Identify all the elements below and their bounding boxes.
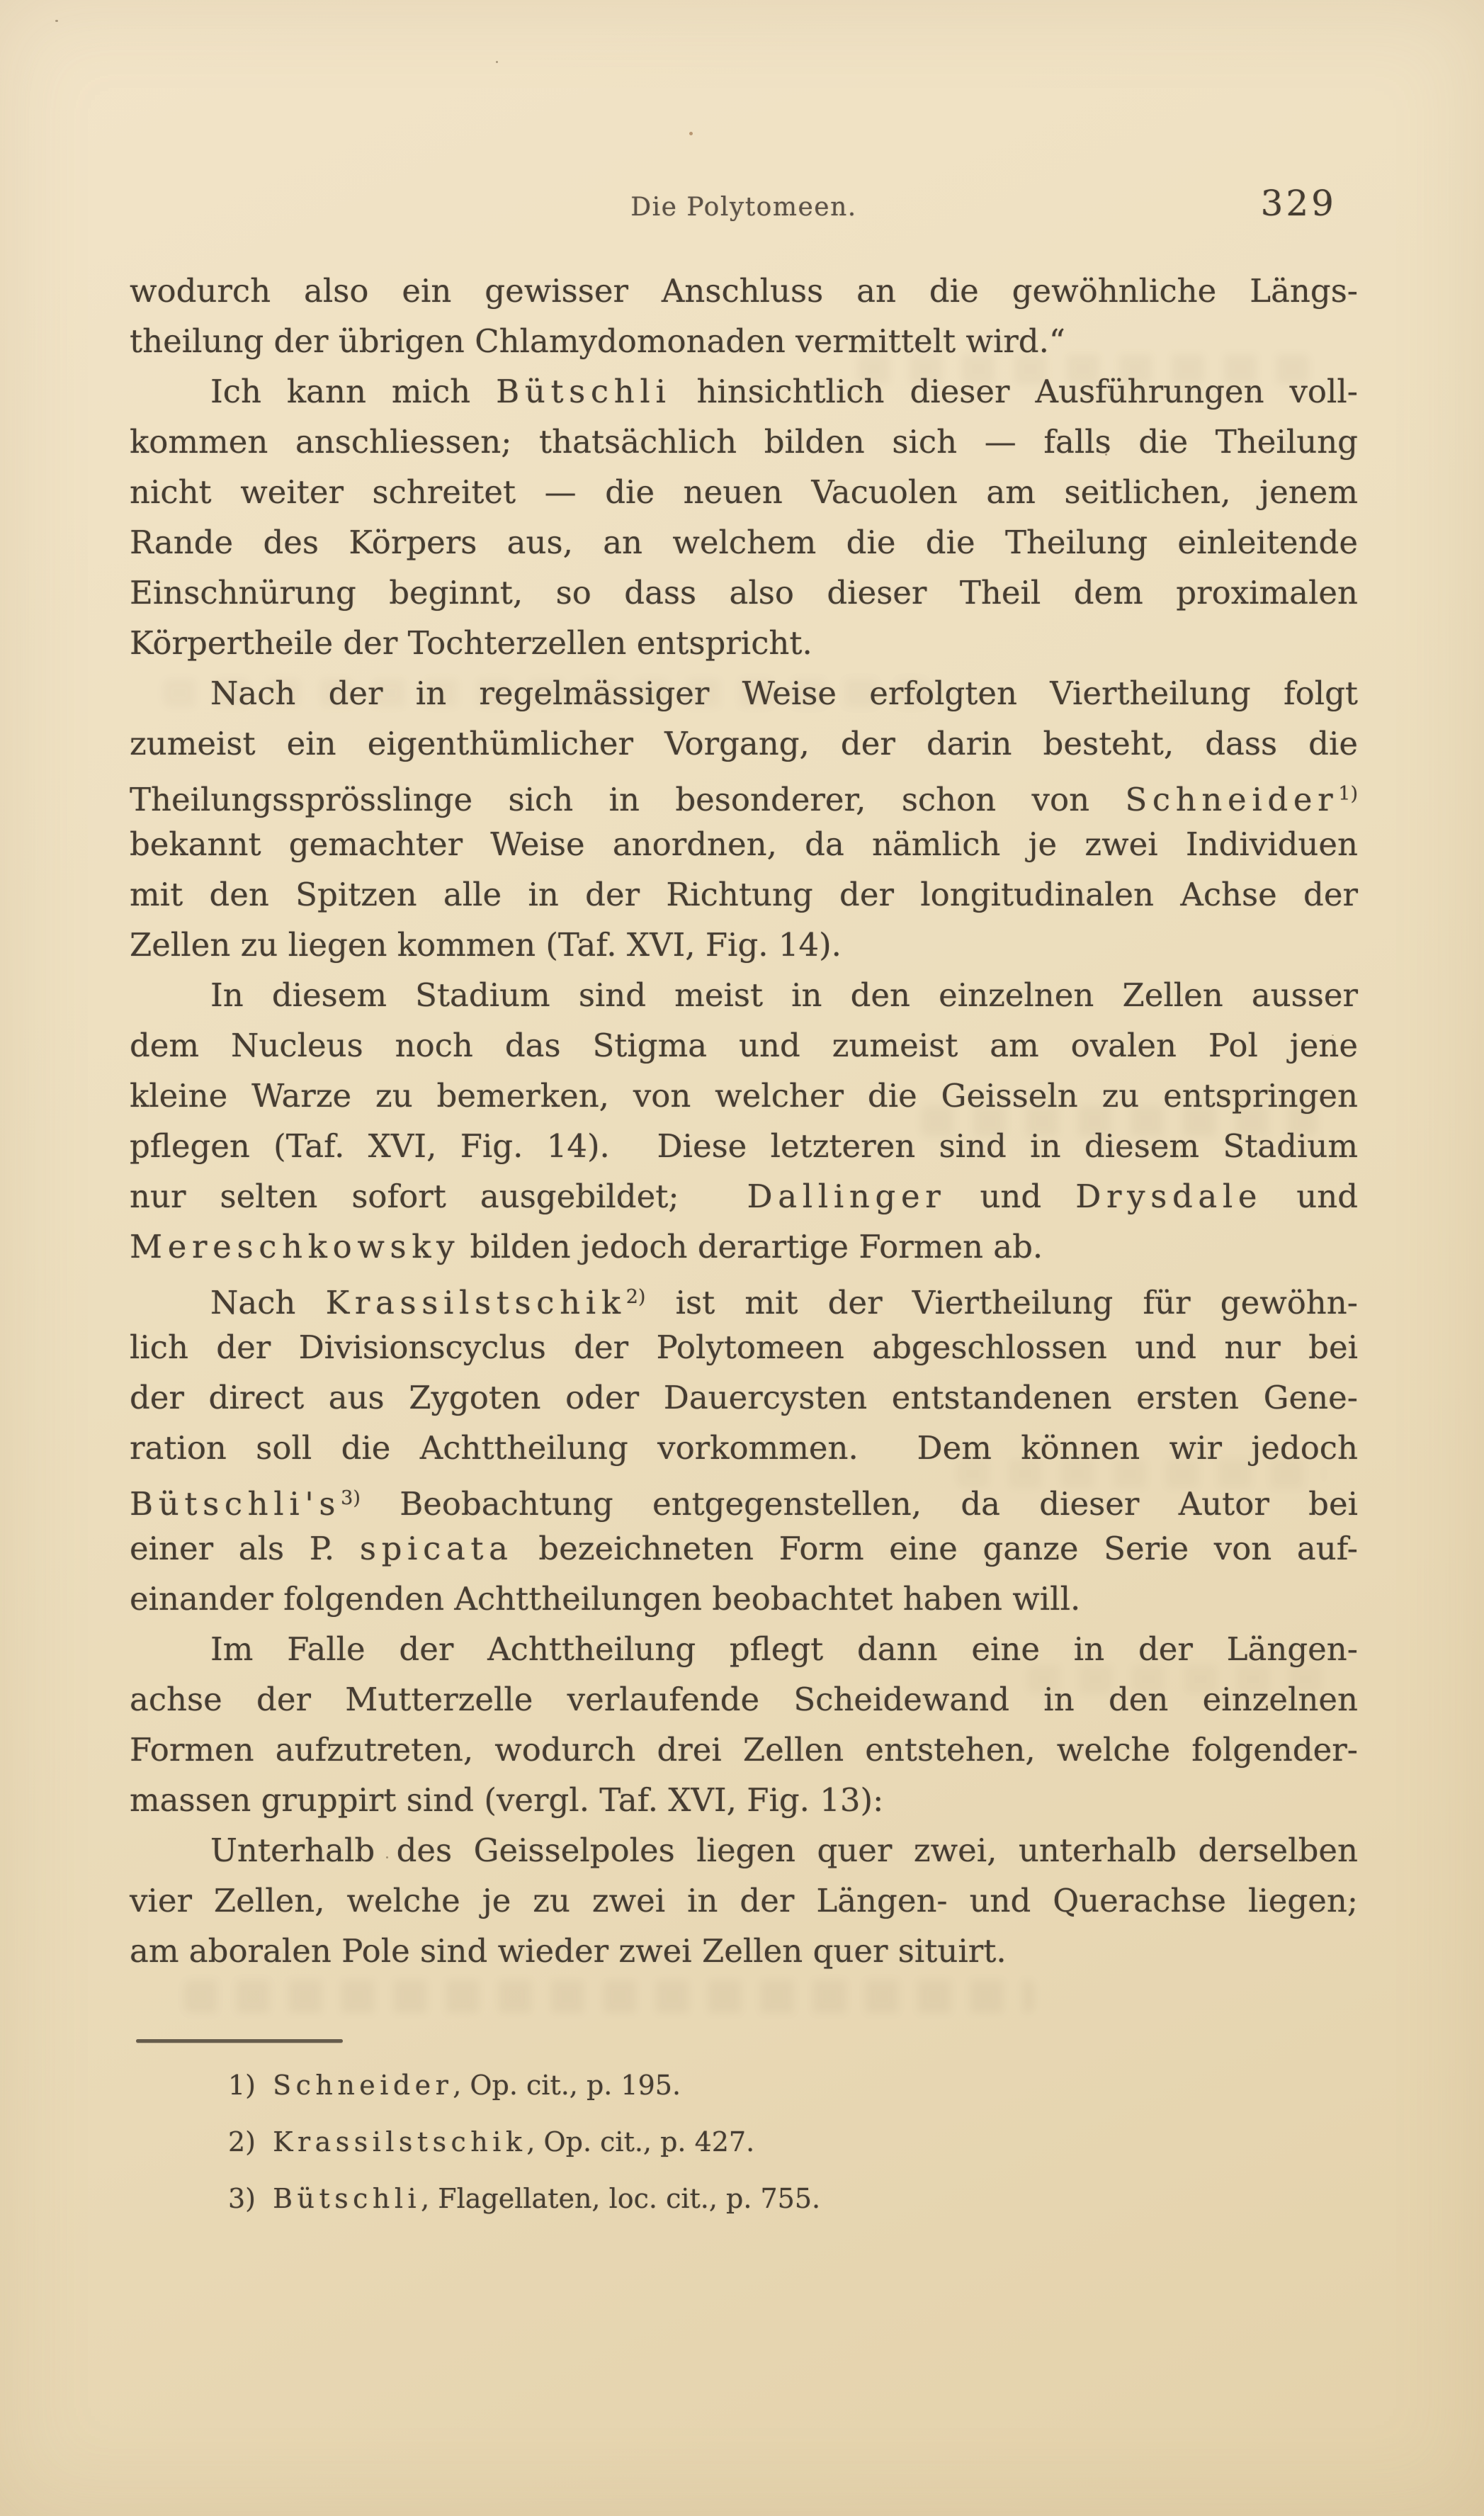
page-number: 329 — [1260, 183, 1337, 224]
text-segment: Nach — [210, 1283, 326, 1321]
text-line — [130, 869, 1358, 920]
text-segment: ration soll die Achttheilung vorkommen. Dem können wir jedoch — [130, 1429, 1358, 1467]
footnote-item — [228, 2170, 1220, 2227]
text-segment: Körpertheile der Tochterzellen entspricht. — [130, 624, 812, 662]
text-line — [130, 1624, 1358, 1674]
text-line — [130, 1423, 1358, 1473]
text-segment: Mereschkowsky — [130, 1228, 460, 1265]
text-line — [130, 266, 1358, 316]
text-segment: massen gruppirt sind (vergl. Taf. XVI, Fig. 13): — [130, 1781, 884, 1819]
footnote-rule — [136, 2039, 343, 2043]
footnote-marker: 2) — [625, 1286, 646, 1308]
text-segment: , Flagellaten, loc. cit., p. 755. — [421, 2183, 821, 2214]
text-line — [130, 1725, 1358, 1775]
text-line — [130, 1372, 1358, 1423]
text-segment: kommen anschliessen; thatsächlich bilden sich — falls die Theilung — [130, 423, 1358, 461]
text-segment: 1) — [228, 2070, 273, 2101]
text-segment: Ich kann mich — [210, 373, 497, 410]
text-line — [130, 1121, 1358, 1171]
text-line — [130, 1222, 1358, 1272]
body-text — [130, 266, 1358, 1976]
text-line — [130, 1926, 1358, 1976]
footnote-marker: 1) — [1338, 783, 1358, 805]
text-segment: nur selten sofort ausgebildet; — [130, 1178, 747, 1215]
text-line — [130, 1574, 1358, 1624]
paper-speck — [55, 20, 58, 22]
text-line — [130, 920, 1358, 970]
text-segment: spicata — [359, 1530, 514, 1567]
text-line — [130, 1825, 1358, 1875]
text-line — [130, 819, 1358, 869]
paper-speck — [496, 61, 498, 63]
text-line — [130, 1322, 1358, 1372]
text-line — [130, 1071, 1358, 1121]
text-segment: theilung der übrigen Chlamydomonaden vermittelt wird.“ — [130, 322, 1065, 360]
text-segment: am aboralen Pole sind wieder zwei Zellen quer situirt. — [130, 1932, 1007, 1970]
footnotes — [228, 2057, 1220, 2227]
text-segment: bezeichneten Form eine ganze Serie von auf- — [513, 1530, 1358, 1567]
text-line — [130, 1272, 1358, 1322]
text-segment: Im Falle der Achttheilung pflegt dann eine in der Längen- — [210, 1630, 1358, 1668]
text-segment: Bütschli's — [130, 1484, 341, 1523]
text-line — [130, 316, 1358, 366]
text-line — [130, 517, 1358, 568]
text-segment: wodurch also ein gewisser Anschluss an die gewöhnliche Längs- — [130, 272, 1358, 310]
text-line — [130, 769, 1358, 819]
show-through-smudge — [184, 1980, 1034, 2013]
text-segment: einer als P. — [130, 1530, 360, 1567]
text-segment: pflegen (Taf. XVI, Fig. 14). Diese letzteren sind in diesem Stadium — [130, 1127, 1358, 1165]
text-line — [130, 668, 1358, 718]
text-segment: Krassilstschik — [273, 2126, 527, 2157]
text-line — [130, 970, 1358, 1020]
text-line — [130, 618, 1358, 668]
text-line — [130, 1875, 1358, 1926]
text-segment: und — [1262, 1178, 1358, 1215]
text-segment: , Op. cit., p. 427. — [526, 2126, 755, 2157]
text-segment: kleine Warze zu bemerken, von welcher die Geisseln zu entspringen — [130, 1077, 1358, 1115]
text-segment: Beobachtung entgegenstellen, da dieser Autor bei — [360, 1484, 1358, 1523]
text-segment: und — [946, 1178, 1076, 1215]
text-segment: In diesem Stadium sind meist in den einzelnen Zellen ausser — [210, 976, 1358, 1014]
footnote-item — [228, 2114, 1220, 2170]
text-segment: Unterhalb des Geisselpoles liegen quer zwei, unterhalb derselben — [210, 1832, 1358, 1869]
text-line — [130, 366, 1358, 417]
text-line — [130, 1171, 1358, 1222]
text-segment: lich der Divisionscyclus der Polytomeen abgeschlossen und nur bei — [130, 1328, 1358, 1366]
text-segment: Zellen zu liegen kommen (Taf. XVI, Fig. 14). — [130, 926, 842, 964]
text-segment: nicht weiter schreitet — die neuen Vacuolen am seitlichen, jenem — [130, 473, 1358, 511]
text-segment: einander folgenden Achttheilungen beobachtet haben will. — [130, 1580, 1081, 1618]
text-segment: Theilungssprösslinge sich in besonderer, schon von — [130, 780, 1126, 818]
text-segment: der direct aus Zygoten oder Dauercysten entstandenen ersten Gene- — [130, 1379, 1358, 1416]
text-line — [130, 1523, 1358, 1574]
text-segment: hinsichtlich dieser Ausführungen voll- — [671, 373, 1358, 410]
text-line — [130, 1473, 1358, 1523]
text-segment: , Op. cit., p. 195. — [453, 2070, 681, 2101]
text-segment: Krassilstschik — [325, 1283, 626, 1321]
text-line — [130, 1020, 1358, 1071]
text-segment: Bütschli — [496, 373, 672, 410]
text-segment: Dallinger — [747, 1178, 946, 1215]
text-segment: Drysdale — [1075, 1178, 1263, 1215]
text-segment: vier Zellen, welche je zu zwei in der Längen- und Querachse liegen; — [130, 1882, 1358, 1919]
text-line — [130, 467, 1358, 517]
text-segment: mit den Spitzen alle in der Richtung der longitudinalen Achse der — [130, 876, 1358, 913]
text-segment: Nach der in regelmässiger Weise erfolgten Viertheilung folgt — [210, 675, 1358, 712]
running-title: Die Polytomeen. — [630, 193, 857, 222]
text-segment: 3) — [228, 2183, 273, 2214]
text-line — [130, 718, 1358, 769]
paper-speck — [689, 132, 693, 135]
text-segment: Formen aufzutreten, wodurch drei Zellen entstehen, welche folgender- — [130, 1731, 1358, 1768]
text-segment: bekannt gemachter Weise anordnen, da nämlich je zwei Individuen — [130, 825, 1358, 863]
text-segment: ist mit der Viertheilung für gewöhn- — [645, 1283, 1358, 1321]
text-segment: bilden jedoch derartige Formen ab. — [460, 1228, 1043, 1265]
text-segment: zumeist ein eigenthümlicher Vorgang, der darin besteht, dass die — [130, 725, 1358, 762]
footnote-marker: 3) — [341, 1487, 361, 1509]
text-line — [130, 568, 1358, 618]
text-segment: Bütschli — [273, 2183, 421, 2214]
text-segment: dem Nucleus noch das Stigma und zumeist am ovalen Pol jene — [130, 1027, 1358, 1064]
text-line — [130, 1674, 1358, 1725]
text-line — [130, 417, 1358, 467]
text-segment: Schneider — [1125, 780, 1339, 818]
text-segment: Schneider — [273, 2070, 453, 2101]
text-segment: Rande des Körpers aus, an welchem die die Theilung einleitende — [130, 524, 1358, 561]
text-segment: Einschnürung beginnt, so dass also dieser Theil dem proximalen — [130, 574, 1358, 611]
text-segment: achse der Mutterzelle verlaufende Scheidewand in den einzelnen — [130, 1681, 1358, 1718]
footnote-item — [228, 2057, 1220, 2114]
text-segment: 2) — [228, 2126, 273, 2157]
text-line — [130, 1775, 1358, 1825]
